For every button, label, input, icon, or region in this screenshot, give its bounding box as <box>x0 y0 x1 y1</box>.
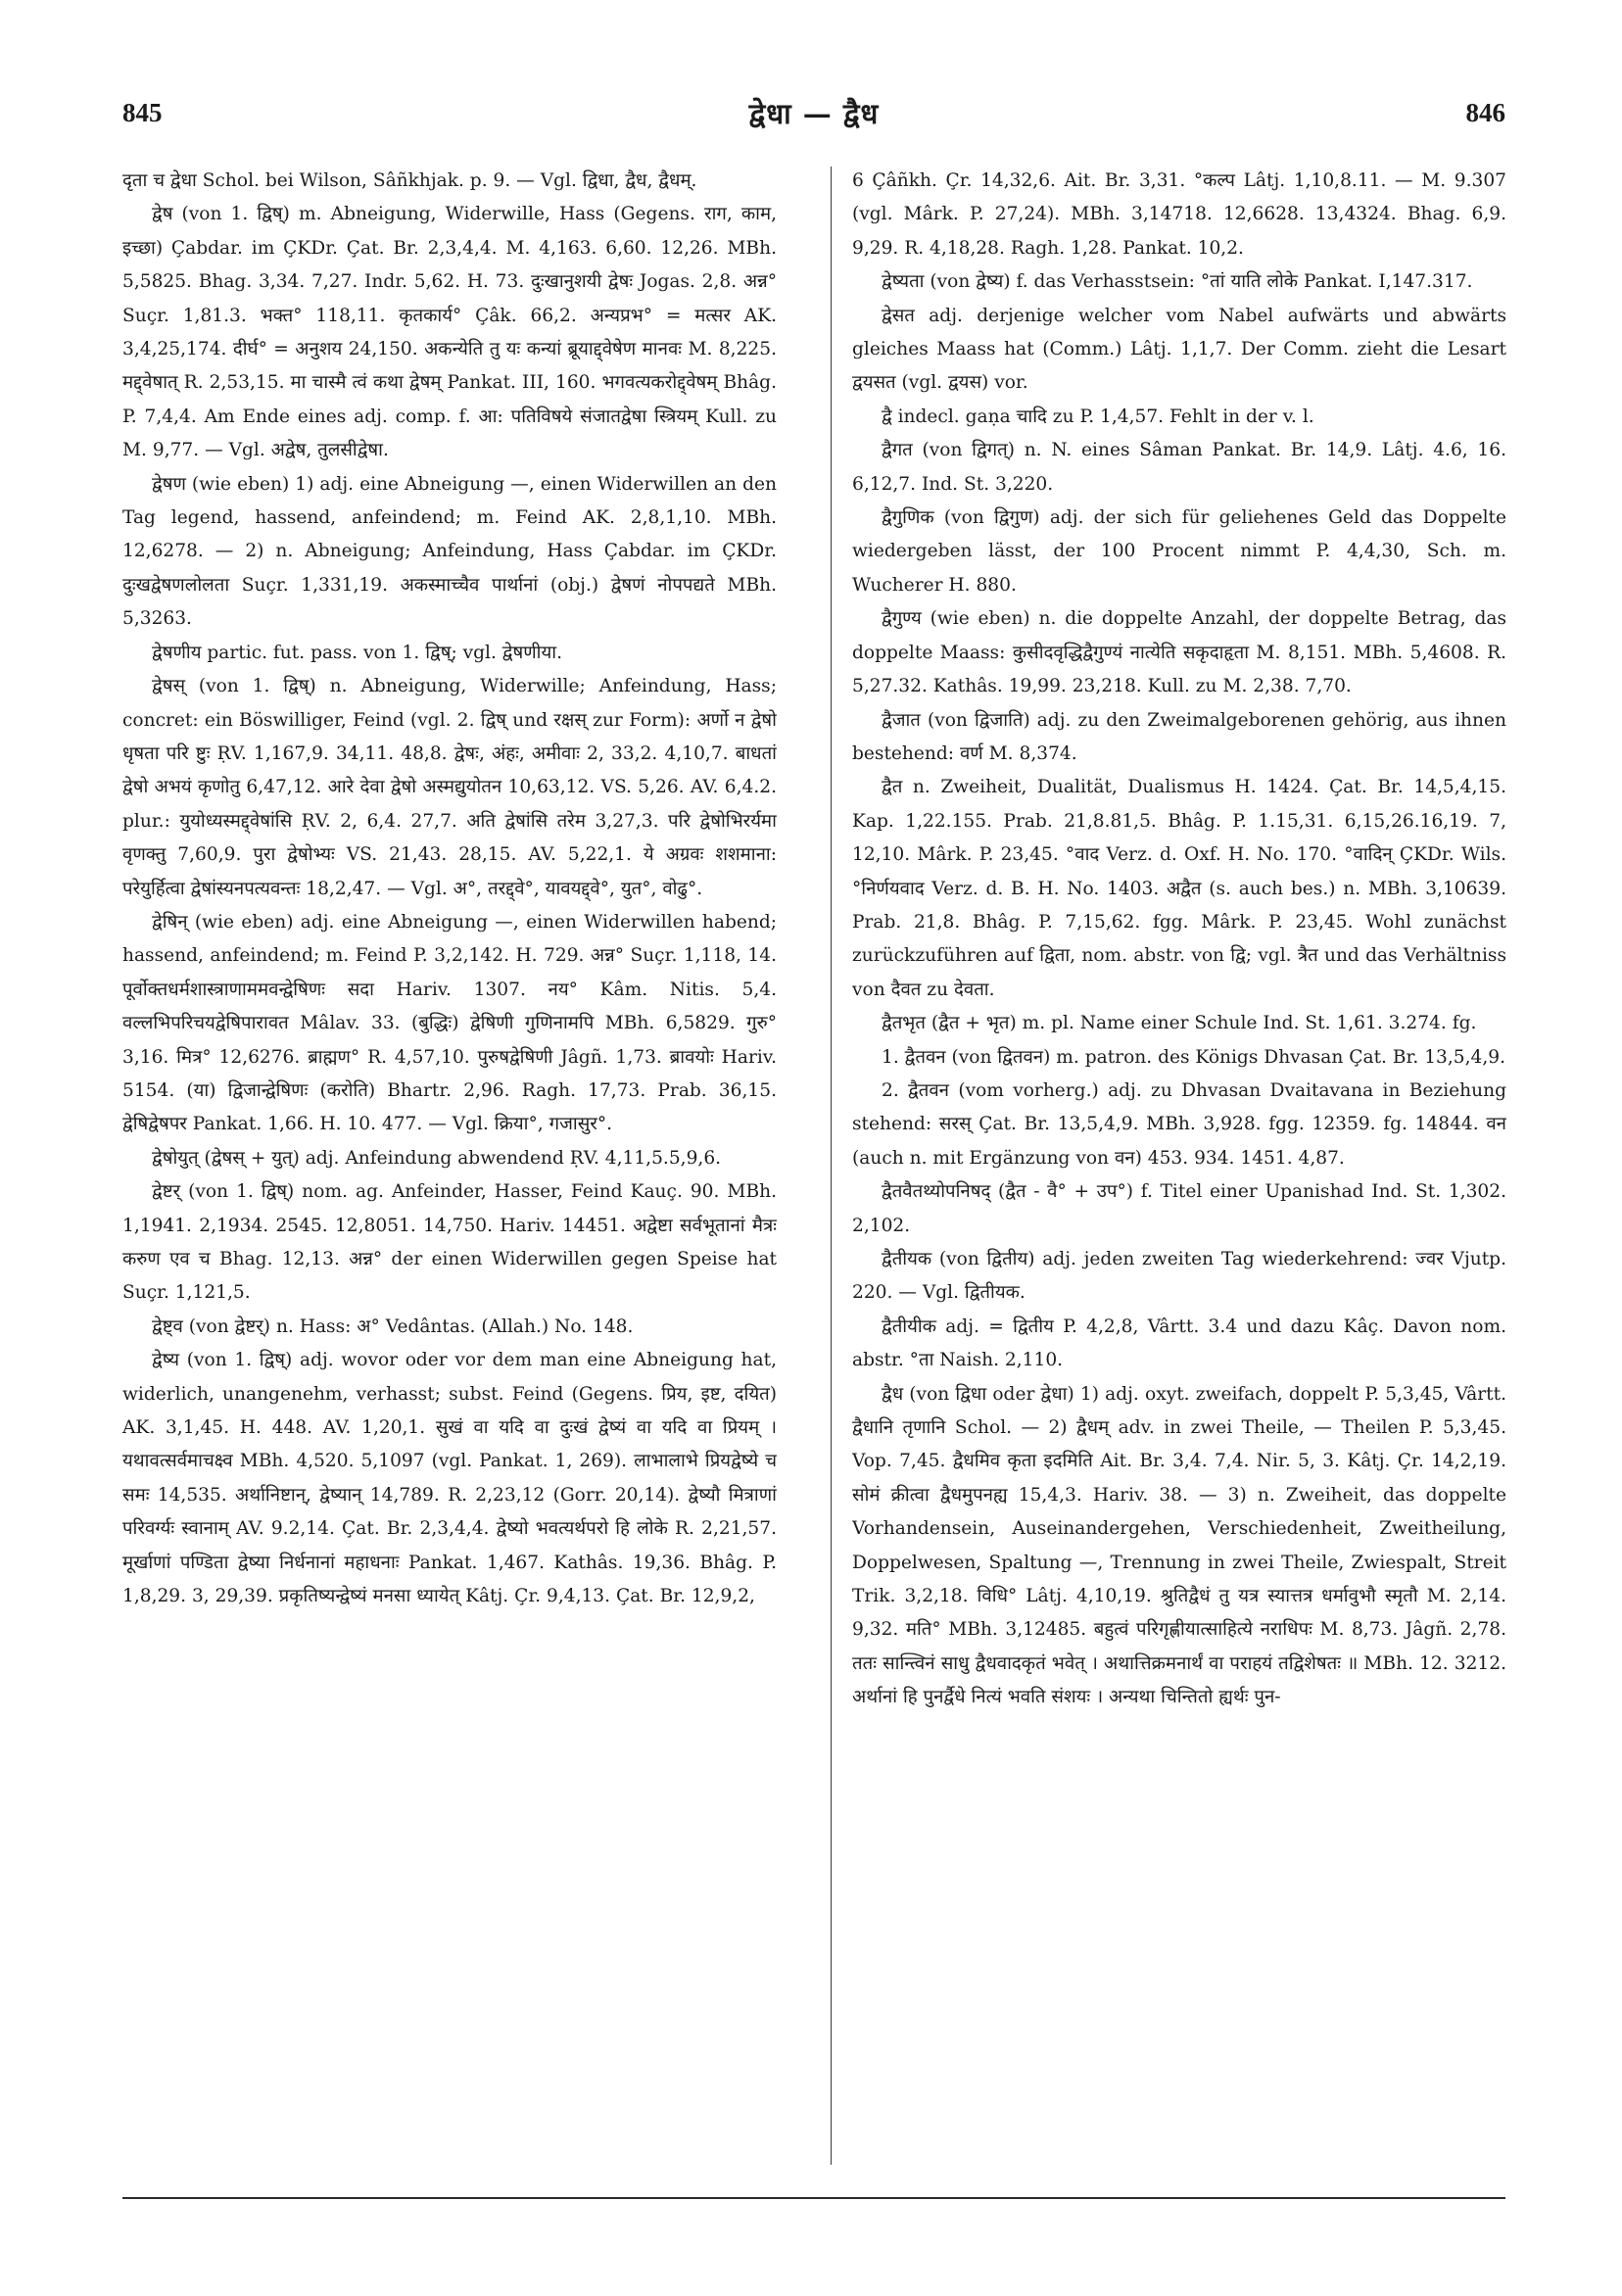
dictionary-entry: द्वेषोयुत् (द्वेषस् + युत्) adj. Anfeindung abwendend ṚV. 4,11,5.5,9,6. <box>152 1147 722 1169</box>
dictionary-entry: 1. द्वैतवन (von द्वितवन) m. patron. des Königs Dhvasan Çat. Br. 13,5,4,9. <box>882 1046 1505 1068</box>
dictionary-entry: द्वेषणीय partic. fut. pass. von 1. द्विष्; vgl. द्वेषणीया. <box>152 642 563 663</box>
dictionary-entry: 6 Çâñkh. Çr. 14,32,6. Ait. Br. 3,31. °कल्प Lâtj. 1,10,8.11. — M. 9.307 (vgl. Mârk. P. 27,24). MBh. 3,14718. 12,6628. 13,4324. Bhag. 6,9. 9,29. R. 4,18,28. Ragh. 1,28. Pankat. 10,2. <box>852 170 1506 259</box>
page-number-right: 846 <box>1465 98 1505 127</box>
dictionary-entry: द्वेषण (wie eben) 1) adj. eine Abneigung —, einen Widerwillen an den Tag legend, hassend, anfeindend; m. Feind AK. 2,8,1,10. MBh. 12,6278. — 2) n. Abneigung; Anfeindung, Hass Çabdar. im ÇKDr. दुःखद्वेषणलोलता Suçr. 1,331,19. अकस्माच्चैव पार्थानां (obj.) द्वेषणं नोपपद्यते MBh. 5,3263. <box>122 473 777 630</box>
left-column <box>122 165 777 2163</box>
dictionary-entry: दृता च द्वेधा Schol. bei Wilson, Sâñkhjak. p. 9. — Vgl. द्विधा, द्वैध, द्वैधम्. <box>122 170 697 191</box>
running-head: द्वेधा — द्वैध <box>748 97 880 130</box>
dictionary-entry: द्वैतवैतथ्योपनिषद् (द्वैत - वै° + उप°) f. Titel einer Upanishad Ind. St. 1,302. 2,102. <box>852 1181 1506 1236</box>
dictionary-entry: द्वेषस् (von 1. द्विष्) n. Abneigung, Widerwille; Anfeindung, Hass; concret: ein Böswilliger, Feind (vgl. 2. द्विष् und रक्षस् zur Form): अर्णो न द्वेषो धृषता परि ष्टुः ṚV. 1,167,9. 34,11. 48,8. द्वेषः, अंहः, अमीवाः 2, 33,2. 4,10,7. बाधतां द्वेषो अभयं कृणोतु 6,47,12. आरे देवा द्वेषो अस्मद्युयोतन 10,63,12. VS. 5,26. AV. 6,4.2. plur.: युयोध्यस्मद्द्वेषांसि ṚV. 2, 6,4. 27,7. अति द्वेषांसि तरेम 3,27,3. परि द्वेषोभिरर्यमा वृणक्तु 7,60,9. पुरा द्वेषोभ्यः VS. 21,43. 28,15. AV. 5,22,1. ये अग्रवः शशमाना: परेयुर्हित्वा द्वेषांस्यनपत्यवन्तः 18,2,47. — Vgl. अ°, तरद्द्वे°, यावयद्द्वे°, युत°, वोढु°. <box>122 676 777 899</box>
dictionary-entry: द्वैतीयीक adj. = द्वितीय P. 4,2,8, Vârtt. 3.4 und dazu Kâç. Davon nom. abstr. °ता Naish. 2,110. <box>852 1315 1506 1371</box>
dictionary-entry: द्वेसत adj. derjenige welcher vom Nabel aufwärts und abwärts gleiches Maass hat (Comm.) Lâtj. 1,1,7. Der Comm. zieht die Lesart द्वयसत (vgl. द्वयस) vor. <box>852 305 1506 394</box>
dictionary-entry: द्वैतीयक (von द्वितीय) adj. jeden zweiten Tag wiederkehrend: ज्वर Vjutp. 220. — Vgl. द्वितीयक. <box>852 1249 1506 1304</box>
dictionary-entry: द्वेषिन् (wie eben) adj. eine Abneigung —, einen Widerwillen habend; hassend, anfeindend; m. Feind P. 3,2,142. H. 729. अन्न° Suçr. 1,118, 14. पूर्वोक्तधर्मशास्त्राणाममवन्द्वेषिणः सदा Hariv. 1307. नय° Kâm. Nitis. 5,4. वल्लभिपरिचयद्वेषिपारावत Mâlav. 33. (बुद्धिः) द्वेषिणी गुणिनामपि MBh. 6,5829. गुरु° 3,16. मित्र° 12,6276. ब्राह्मण° R. 4,57,10. पुरुषद्वेषिणी Jâgñ. 1,73. ब्रावयोः Hariv. 5154. (या) द्विजान्द्वेषिणः (करोति) Bhartr. 2,96. Ragh. 17,73. Prab. 36,15. द्वेषिद्वेषपर Pankat. 1,66. H. 10. 477. — Vgl. क्रिया°, गजासुर°. <box>122 911 777 1135</box>
dictionary-entry: द्वैध (von द्विधा oder द्वेधा) 1) adj. oxyt. zweifach, doppelt P. 5,3,45, Vârtt. द्वैधानि तृणानि Schol. — 2) द्वैधम् adv. in zwei Theile, — Theilen P. 5,3,45. Vop. 7,45. द्वैधमिव कृता इदमिति Ait. Br. 3,4. 7,4. Nir. 5, 3. Kâtj. Çr. 14,2,19. सोमं क्रीत्वा द्वैधमुपनह्य 15,4,3. Hariv. 38. — 3) n. Zweiheit, das doppelte Vorhandensein, Auseinandergehen, Verschiedenheit, Zweitheilung, Doppelwesen, Spaltung —, Trennung in zwei Theile, Zwiespalt, Streit Trik. 3,2,18. विधि° Lâtj. 4,10,19. श्रुतिद्वैधं तु यत्र स्यात्तत्र धर्मावुभौ स्मृतौ M. 2,14. 9,32. मति° MBh. 3,12485. बहुत्वं परिगृह्णीयात्साहित्ये नराधिपः M. 8,73. Jâgñ. 2,78. ततः सान्त्विनं साधु द्वैधवादकृतं भवेत् । अथात्तिक्रमनार्थं वा पराहयं तद्विशेषतः ॥ MBh. 12. 3212. अर्थानां हि पुनर्द्वैधे नित्यं भवति संशयः । अन्यथा चिन्तितो ह्यर्थः पुन- <box>852 1383 1506 1708</box>
dictionary-entry: द्वेष्टर् (von 1. द्विष्) nom. ag. Anfeinder, Hasser, Feind Kauç. 90. MBh. 1,1941. 2,1934. 2545. 12,8051. 14,750. Hariv. 14451. अद्वेष्टा सर्वभूतानां मैत्रः करुण एव च Bhag. 12,13. अन्न° der einen Widerwillen gegen Speise hat Suçr. 1,121,5. <box>122 1181 777 1304</box>
dictionary-entry: द्वैगुणिक (von द्विगुण) adj. der sich für geliehenes Geld das Doppelte wiedergeben lässt, der 100 Procent nimmt P. 4,4,30, Sch. m. Wucherer H. 880. <box>852 507 1506 596</box>
dictionary-entry: द्वैगत (von द्विगत्) n. N. eines Sâman Pankat. Br. 14,9. Lâtj. 4.6, 16. 6,12,7. Ind. St. 3,220. <box>852 440 1506 495</box>
dictionary-entry: द्वेष्ट्व (von द्वेष्टर्) n. Hass: अ° Vedântas. (Allah.) No. 148. <box>152 1315 634 1337</box>
bottom-rule <box>122 2197 1505 2199</box>
dictionary-entry: द्वेष्यता (von द्वेष्य) f. das Verhasstsein: °तां याति लोके Pankat. I,147.317. <box>882 271 1473 293</box>
dictionary-entry: द्वैजात (von द्विजाति) adj. zu den Zweimalgeborenen gehörig, aus ihnen bestehend: वर्ण M. 8,374. <box>852 709 1506 764</box>
dictionary-entry: द्वेष्य (von 1. द्विष्) adj. wovor oder vor dem man eine Abneigung hat, widerlich, unangenehm, verhasst; subst. Feind (Gegens. प्रिय, इष्ट, दयित) AK. 3,1,45. H. 448. AV. 1,20,1. सुखं वा यदि वा दुःखं द्वेष्यं वा यदि वा प्रियम् । यथावत्सर्वमाचक्ष्व MBh. 4,520. 5,1097 (vgl. Pankat. 1, 269). लाभालाभे प्रियद्वेष्ये च समः 14,535. अर्थानिष्टान्, द्वेष्यान् 14,789. R. 2,23,12 (Gorr. 20,14). द्वेष्यौ मित्राणां परिवर्ग्यः स्वानाम् AV. 9.2,14. Çat. Br. 2,3,4,4. द्वेष्यो भवत्यर्थपरो हि लोके R. 2,21,57. मूर्खाणां पण्डिता द्वेष्या निर्धनानां महाधनाः Pankat. 1,467. Kathâs. 19,36. Bhâg. P. 1,8,29. 3, 29,39. प्रकृतिष्यन्द्वेष्यं मनसा ध्यायेत् Kâtj. Çr. 9,4,13. Çat. Br. 12,9,2, <box>122 1350 777 1607</box>
dictionary-entry: द्वै indecl. gaṇa चादि zu P. 1,4,57. Fehlt in der v. l. <box>882 406 1314 427</box>
dictionary-entry: द्वैगुण्य (wie eben) n. die doppelte Anzahl, der doppelte Betrag, das doppelte Maass: कुसीदवृद्धिद्वैगुण्यं नात्येति सकृदाहृता M. 8,151. MBh. 5,4608. R. 5,27.32. Kathâs. 19,99. 23,218. Kull. zu M. 2,38. 7,70. <box>852 608 1506 697</box>
dictionary-entry: द्वैतभृत (द्वैत + भृत) m. pl. Name einer Schule Ind. St. 1,61. 3.274. fg. <box>882 1013 1477 1034</box>
right-column <box>852 165 1506 2163</box>
page-number-left: 845 <box>122 98 163 127</box>
column-divider <box>831 167 832 2165</box>
dictionary-entry: द्वेष (von 1. द्विष्) m. Abneigung, Widerwille, Hass (Gegens. राग, काम, इच्छा) Çabdar. im ÇKDr. Çat. Br. 2,3,4,4. M. 4,163. 6,60. 12,26. MBh. 5,5825. Bhag. 3,34. 7,27. Indr. 5,62. H. 73. दुःखानुशयी द्वेषः Jogas. 2,8. अन्न° Suçr. 1,81.3. भक्त° 118,11. कृतकार्य° Çâk. 66,2. अन्यप्रभ° = मत्सर AK. 3,4,25,174. दीर्घ° = अनुशय 24,150. अकन्येति तु यः कन्यां ब्रूयाद्द्वेषेण मानवः M. 8,225. मद्द्वेषात् R. 2,53,15. मा चास्मै त्वं कथा द्वेषम् Pankat. III, 160. भगवत्यकरोद्द्वेषम् Bhâg. P. 7,4,4. Am Ende eines adj. comp. f. आ: पतिविषये संजातद्वेषा स्त्रियम् Kull. zu M. 9,77. — Vgl. अद्वेष, तुलसीद्वेषा. <box>122 204 777 461</box>
dictionary-entry: 2. द्वैतवन (vom vorherg.) adj. zu Dhvasan Dvaitavana in Beziehung stehend: सरस् Çat. Br. 13,5,4,9. MBh. 3,928. fgg. 12359. fg. 14844. वन (auch n. mit Ergänzung von वन) 453. 934. 1451. 4,87. <box>852 1079 1506 1169</box>
page-header <box>122 98 1505 147</box>
dictionary-entry: द्वैत n. Zweiheit, Dualität, Dualismus H. 1424. Çat. Br. 14,5,4,15. Kap. 1,22.155. Prab. 21,8.81,5. Bhâg. P. 1.15,31. 6,15,26.16,19. 7, 12,10. Mârk. P. 23,45. °वाद Verz. d. Oxf. H. No. 170. °वादिन् ÇKDr. Wils. °निर्णयवाद Verz. d. B. H. No. 1403. अद्वैत (s. auch bes.) n. MBh. 3,10639. Prab. 21,8. Bhâg. P. 7,15,62. fgg. Mârk. P. 23,45. Wohl zunächst zurückzuführen auf द्विता, nom. abstr. von द्वि; vgl. त्रैत und das Verhältniss von दैवत zu देवता. <box>852 777 1506 1000</box>
